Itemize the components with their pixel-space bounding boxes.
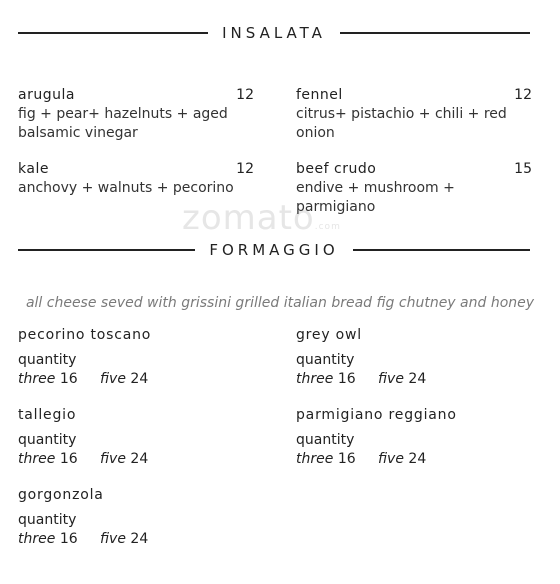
cheese-name: tallegio xyxy=(18,407,77,423)
option-label: three xyxy=(296,451,334,467)
dish-description: anchovy + walnuts + pecorino xyxy=(18,180,234,196)
quantity-label: quantity xyxy=(18,512,77,528)
quantity-options xyxy=(18,530,254,549)
option-three xyxy=(18,370,78,389)
option-price: 16 xyxy=(337,371,356,387)
dish-description: fig + pear+ hazelnuts + aged balsamic vinegar xyxy=(18,106,228,141)
option-label: five xyxy=(100,371,126,387)
option-price: 16 xyxy=(59,371,78,387)
option-five xyxy=(100,530,148,549)
quantity-options xyxy=(18,450,254,469)
dish-name: arugula xyxy=(18,87,75,103)
cheese-name: parmigiano reggiano xyxy=(296,407,457,423)
dish-price: 12 xyxy=(236,87,254,103)
cheese-item-pecorino-toscano xyxy=(18,326,254,389)
dish-price: 12 xyxy=(514,87,532,103)
menu-item-fennel xyxy=(296,86,532,143)
quantity-label: quantity xyxy=(18,432,77,448)
quantity-options xyxy=(296,370,532,389)
quantity-options xyxy=(18,370,254,389)
cheese-service-note: all cheese seved with grissini grilled italian bread fig chutney and honey xyxy=(25,295,535,311)
option-price: 24 xyxy=(130,531,149,547)
divider-left xyxy=(18,32,208,34)
option-label: five xyxy=(100,451,126,467)
cheese-name: pecorino toscano xyxy=(18,327,152,343)
option-five xyxy=(378,370,426,389)
option-price: 24 xyxy=(130,451,149,467)
dish-price: 15 xyxy=(514,161,532,177)
formaggio-section-header xyxy=(18,240,530,260)
cheese-item-parmigiano-reggiano xyxy=(296,406,532,469)
option-label: five xyxy=(378,451,404,467)
option-price: 24 xyxy=(408,451,427,467)
option-label: three xyxy=(18,451,56,467)
option-label: three xyxy=(18,371,56,387)
quantity-options xyxy=(296,450,532,469)
option-price: 24 xyxy=(408,371,427,387)
watermark-text: zomato xyxy=(182,198,315,238)
menu-item-beef-crudo xyxy=(296,160,532,217)
cheese-name: grey owl xyxy=(296,327,362,343)
option-three xyxy=(18,450,78,469)
option-price: 16 xyxy=(59,531,78,547)
option-five xyxy=(100,450,148,469)
dish-name: kale xyxy=(18,161,49,177)
option-label: three xyxy=(18,531,56,547)
insalata-title: INSALATA xyxy=(222,24,326,42)
option-five xyxy=(378,450,426,469)
option-price: 16 xyxy=(59,451,78,467)
divider-right xyxy=(340,32,530,34)
insalata-section-header xyxy=(18,23,530,43)
option-price: 16 xyxy=(337,451,356,467)
menu-item-kale xyxy=(18,160,254,198)
option-three xyxy=(296,450,356,469)
menu-item-arugula xyxy=(18,86,254,143)
quantity-label: quantity xyxy=(296,432,355,448)
option-label: three xyxy=(296,371,334,387)
dish-description: endive + mushroom + parmigiano xyxy=(296,180,455,215)
dish-name: fennel xyxy=(296,87,343,103)
cheese-name: gorgonzola xyxy=(18,487,104,503)
option-three xyxy=(18,530,78,549)
option-price: 24 xyxy=(130,371,149,387)
dish-price: 12 xyxy=(236,161,254,177)
quantity-label: quantity xyxy=(296,352,355,368)
cheese-item-tallegio xyxy=(18,406,254,469)
watermark-suffix: .com xyxy=(314,222,341,232)
cheese-item-gorgonzola xyxy=(18,486,254,549)
option-label: five xyxy=(378,371,404,387)
dish-description: citrus+ pistachio + chili + red onion xyxy=(296,106,507,141)
option-three xyxy=(296,370,356,389)
option-five xyxy=(100,370,148,389)
divider-left xyxy=(18,249,195,251)
quantity-label: quantity xyxy=(18,352,77,368)
cheese-item-grey-owl xyxy=(296,326,532,389)
dish-name: beef crudo xyxy=(296,161,377,177)
formaggio-title: FORMAGGIO xyxy=(209,241,339,259)
divider-right xyxy=(353,249,530,251)
option-label: five xyxy=(100,531,126,547)
